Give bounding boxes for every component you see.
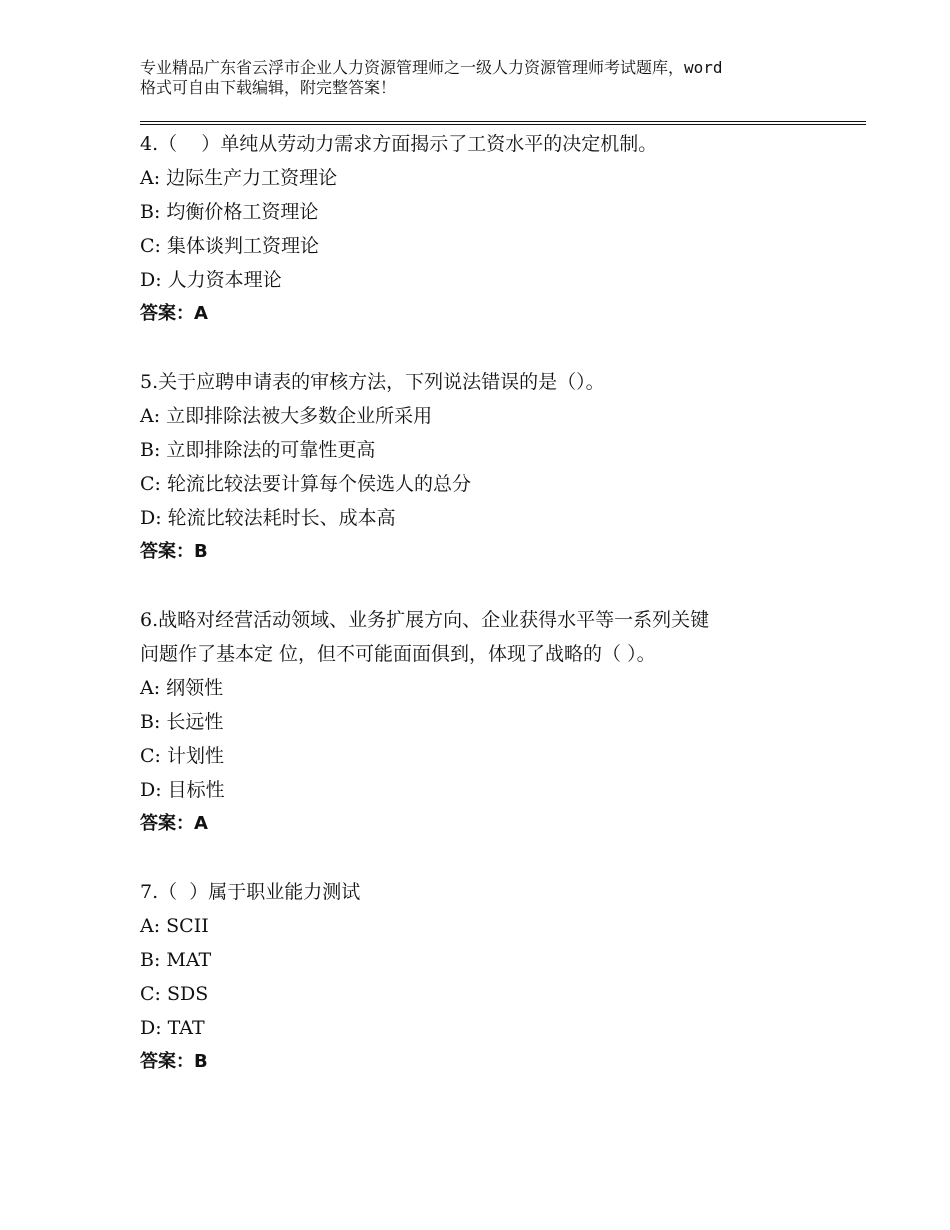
- option-a: A: 边际生产力工资理论: [140, 167, 338, 189]
- document-header: [140, 58, 860, 98]
- option-d: D: 人力资本理论: [140, 269, 282, 291]
- option-c: C: 计划性: [140, 745, 224, 767]
- option-b: B: MAT: [140, 949, 212, 971]
- question-5: [140, 365, 860, 569]
- header-title-line-1: 专业精品广东省云浮市企业人力资源管理师之一级人力资源管理师考试题库，word: [140, 58, 723, 77]
- option-b: B: 立即排除法的可靠性更高: [140, 439, 376, 461]
- question-stem-line-2: 问题作了基本定 位，但不可能面面俱到，体现了战略的（ ）。: [140, 643, 656, 665]
- answer: 答案：A: [140, 303, 208, 324]
- header-divider-bottom: [140, 124, 866, 125]
- option-d: D: 轮流比较法耗时长、成本高: [140, 507, 396, 529]
- question-stem: 4.（ ）单纯从劳动力需求方面揭示了工资水平的决定机制。: [140, 133, 658, 155]
- option-c: C: 轮流比较法要计算每个侯选人的总分: [140, 473, 471, 495]
- answer: 答案：A: [140, 813, 208, 834]
- question-6: [140, 603, 860, 841]
- option-b: B: 均衡价格工资理论: [140, 201, 319, 223]
- option-b: B: 长远性: [140, 711, 224, 733]
- answer: 答案：B: [140, 1051, 208, 1072]
- option-a: A: 立即排除法被大多数企业所采用: [140, 405, 433, 427]
- option-a: A: SCII: [140, 915, 209, 937]
- question-4: [140, 127, 860, 331]
- question-stem-line-1: 6.战略对经营活动领域、业务扩展方向、企业获得水平等一系列关键: [140, 609, 710, 631]
- option-d: D: 目标性: [140, 779, 225, 801]
- question-7: [140, 875, 860, 1079]
- option-c: C: SDS: [140, 983, 209, 1005]
- option-d: D: TAT: [140, 1017, 205, 1039]
- option-a: A: 纲领性: [140, 677, 224, 699]
- answer: 答案：B: [140, 541, 208, 562]
- header-divider-top: [140, 121, 866, 122]
- question-stem: 5.关于应聘申请表的审核方法，下列说法错误的是（）。: [140, 371, 605, 393]
- question-stem: 7.（ ）属于职业能力测试: [140, 881, 361, 903]
- question-list: [140, 127, 860, 1113]
- header-title-line-2: 格式可自由下载编辑，附完整答案！: [140, 78, 397, 97]
- option-c: C: 集体谈判工资理论: [140, 235, 319, 257]
